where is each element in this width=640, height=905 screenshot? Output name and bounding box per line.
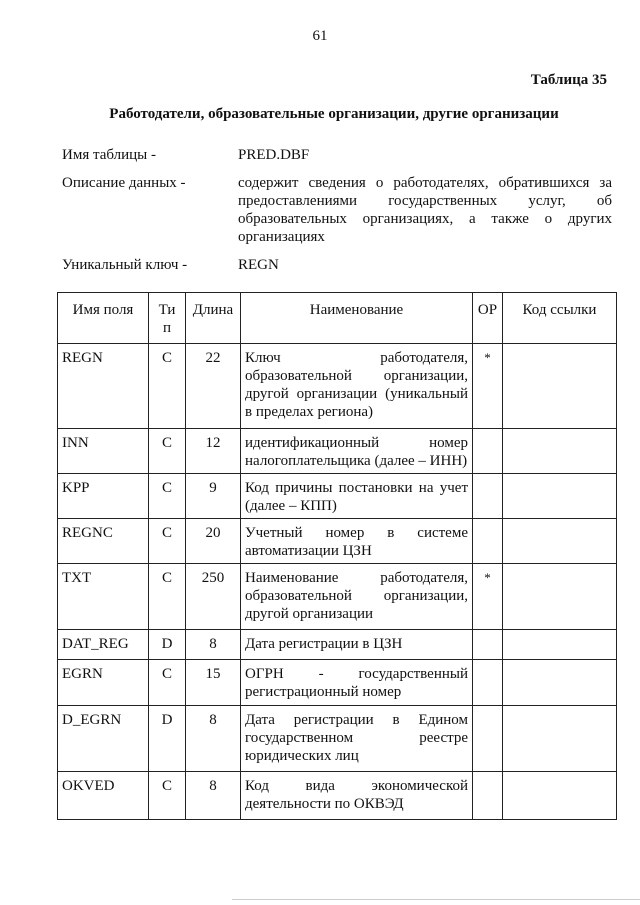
- cell-type: C: [149, 660, 186, 706]
- column-header-title: Наименование: [241, 293, 473, 344]
- cell-ref-code: [503, 772, 617, 820]
- table-row: [58, 344, 617, 429]
- cell-field-name: OKVED: [58, 772, 149, 820]
- column-header-length: Длина: [186, 293, 241, 344]
- cell-op: [473, 706, 503, 772]
- cell-title: Дата регистрации в ЦЗН: [241, 630, 473, 660]
- cell-length: 22: [186, 344, 241, 429]
- cell-ref-code: [503, 630, 617, 660]
- table-label: Таблица 35: [530, 72, 607, 88]
- cell-ref-code: [503, 706, 617, 772]
- unique-key-label: Уникальный ключ -: [62, 257, 188, 273]
- page-number: 61: [312, 28, 328, 44]
- cell-op: [473, 429, 503, 474]
- description-value: содержит сведения о работодателях, обратившихся за предоставлениями государственных услуг, об образовательных организациях, а также о других организациях: [238, 175, 612, 245]
- cell-field-name: KPP: [58, 474, 149, 519]
- cell-length: 8: [186, 706, 241, 772]
- description-label: Описание данных -: [62, 175, 186, 191]
- table-row: [58, 772, 617, 820]
- cell-length: 9: [186, 474, 241, 519]
- cell-field-name: TXT: [58, 564, 149, 630]
- cell-op: [473, 772, 503, 820]
- table-row: [58, 630, 617, 660]
- cell-length: 15: [186, 660, 241, 706]
- table-row: [58, 519, 617, 564]
- cell-op: [473, 474, 503, 519]
- unique-key-value: REGN: [238, 257, 279, 273]
- scan-edge-line: [232, 899, 640, 900]
- cell-length: 20: [186, 519, 241, 564]
- cell-op: [473, 660, 503, 706]
- cell-op: [473, 630, 503, 660]
- cell-length: 250: [186, 564, 241, 630]
- table-row: [58, 706, 617, 772]
- cell-title: идентификационный номер налогоплательщика (далее – ИНН): [241, 429, 473, 474]
- table-row: [58, 660, 617, 706]
- column-header-type: Ти п: [149, 293, 186, 344]
- cell-op: *: [473, 344, 503, 429]
- cell-length: 8: [186, 630, 241, 660]
- table-header-row: [58, 293, 617, 344]
- cell-type: C: [149, 564, 186, 630]
- table-row: [58, 429, 617, 474]
- cell-field-name: REGN: [58, 344, 149, 429]
- cell-type: C: [149, 429, 186, 474]
- cell-title: Код вида экономической деятельности по ОКВЭД: [241, 772, 473, 820]
- cell-type: C: [149, 519, 186, 564]
- cell-ref-code: [503, 344, 617, 429]
- cell-field-name: EGRN: [58, 660, 149, 706]
- column-header-ref-code: Код ссылки: [503, 293, 617, 344]
- cell-field-name: REGNC: [58, 519, 149, 564]
- cell-ref-code: [503, 660, 617, 706]
- table-row: [58, 474, 617, 519]
- cell-ref-code: [503, 564, 617, 630]
- cell-title: Код причины постановки на учет (далее – КПП): [241, 474, 473, 519]
- table-name-label: Имя таблицы -: [62, 147, 156, 163]
- cell-ref-code: [503, 519, 617, 564]
- cell-length: 8: [186, 772, 241, 820]
- cell-type: C: [149, 344, 186, 429]
- cell-title: ОГРН - государственный регистрационный номер: [241, 660, 473, 706]
- cell-ref-code: [503, 429, 617, 474]
- fields-table: [57, 292, 617, 820]
- page-title: Работодатели, образовательные организации, другие организации: [109, 106, 559, 122]
- column-header-field-name: Имя поля: [58, 293, 149, 344]
- cell-field-name: DAT_REG: [58, 630, 149, 660]
- cell-type: D: [149, 706, 186, 772]
- table-row: [58, 564, 617, 630]
- cell-field-name: D_EGRN: [58, 706, 149, 772]
- cell-type: D: [149, 630, 186, 660]
- cell-length: 12: [186, 429, 241, 474]
- cell-title: Наименование работодателя, образовательной организации, другой организации: [241, 564, 473, 630]
- cell-title: Ключ работодателя, образовательной организации, другой организации (уникальный в пределах региона): [241, 344, 473, 429]
- table-name-value: PRED.DBF: [238, 147, 310, 163]
- cell-op: *: [473, 564, 503, 630]
- cell-type: C: [149, 772, 186, 820]
- cell-op: [473, 519, 503, 564]
- cell-title: Учетный номер в системе автоматизации ЦЗН: [241, 519, 473, 564]
- cell-title: Дата регистрации в Едином государственном реестре юридических лиц: [241, 706, 473, 772]
- cell-ref-code: [503, 474, 617, 519]
- cell-field-name: INN: [58, 429, 149, 474]
- column-header-op: ОР: [473, 293, 503, 344]
- cell-type: C: [149, 474, 186, 519]
